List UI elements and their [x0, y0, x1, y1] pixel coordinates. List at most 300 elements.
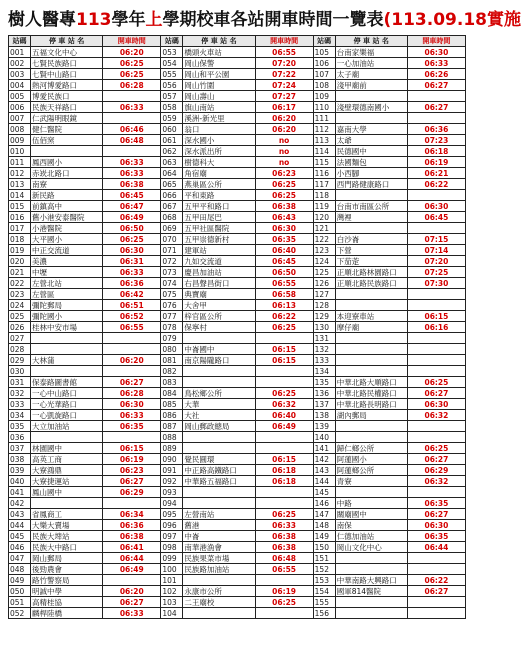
- departure-time: 06:15: [407, 311, 465, 322]
- stop-name: 中華路五福路口: [183, 476, 255, 487]
- departure-time: [407, 553, 465, 564]
- stop-code: 114: [313, 146, 335, 157]
- stop-name: 建軍站: [183, 245, 255, 256]
- departure-time: 07:20: [407, 256, 465, 267]
- departure-time: 06:20: [103, 47, 161, 58]
- departure-time: [407, 223, 465, 234]
- departure-time: 06:21: [407, 168, 465, 179]
- stop-code: 075: [161, 289, 183, 300]
- stop-name: [183, 608, 255, 619]
- stop-name: 下營: [335, 245, 407, 256]
- departure-time: 06:27: [103, 597, 161, 608]
- table-row: [9, 487, 466, 498]
- departure-time: 06:35: [407, 498, 465, 509]
- stop-name: 彌陀國小: [31, 311, 103, 322]
- stop-name: 阿蓮鄉公所: [335, 465, 407, 476]
- stop-code: 052: [9, 608, 31, 619]
- stop-code: 055: [161, 69, 183, 80]
- departure-time: [407, 487, 465, 498]
- stop-code: 086: [161, 410, 183, 421]
- table-row: [9, 366, 466, 377]
- stop-name: 南華港漁會: [183, 542, 255, 553]
- stop-code: 116: [313, 168, 335, 179]
- departure-time: 06:32: [255, 399, 313, 410]
- departure-time: [255, 487, 313, 498]
- stop-name: 舊港: [183, 520, 255, 531]
- stop-code: 039: [9, 465, 31, 476]
- title-effective-date: (113.09.18實施: [383, 10, 521, 30]
- departure-time: 06:35: [103, 421, 161, 432]
- table-row: [9, 443, 466, 454]
- table-row: [9, 410, 466, 421]
- departure-time: 06:48: [103, 135, 161, 146]
- stop-name: [335, 366, 407, 377]
- departure-time: 06:20: [255, 124, 313, 135]
- stop-code: 120: [313, 212, 335, 223]
- stop-name: 大立加油站: [31, 421, 103, 432]
- stop-name: [183, 498, 255, 509]
- departure-time: 06:25: [255, 190, 313, 201]
- table-row: [9, 454, 466, 465]
- stop-code: 082: [161, 366, 183, 377]
- stop-code: 143: [313, 465, 335, 476]
- departure-time: [407, 421, 465, 432]
- departure-time: 06:45: [407, 212, 465, 223]
- stop-name: 一心加油站: [335, 58, 407, 69]
- stop-code: 142: [313, 454, 335, 465]
- stop-name: 大寮鴻鼎: [31, 465, 103, 476]
- table-row: [9, 223, 466, 234]
- departure-time: 06:44: [103, 553, 161, 564]
- table-row: [9, 179, 466, 190]
- stop-code: 007: [9, 113, 31, 124]
- stop-code: 041: [9, 487, 31, 498]
- stop-code: 106: [313, 58, 335, 69]
- departure-time: [407, 597, 465, 608]
- stop-code: 117: [313, 179, 335, 190]
- departure-time: [103, 344, 161, 355]
- stop-name: 本迎寮車站: [335, 311, 407, 322]
- stop-name: 台南市南區公所: [335, 201, 407, 212]
- table-row: [9, 91, 466, 102]
- departure-time: [407, 432, 465, 443]
- departure-time: 06:30: [255, 223, 313, 234]
- stop-name: 岡山文化中心: [335, 542, 407, 553]
- table-row: [9, 542, 466, 553]
- stop-name: 保寧村: [183, 322, 255, 333]
- departure-time: 06:25: [255, 388, 313, 399]
- stop-code: 139: [313, 421, 335, 432]
- stop-code: 014: [9, 190, 31, 201]
- departure-time: 06:33: [255, 520, 313, 531]
- table-row: [9, 124, 466, 135]
- stop-name: 翁口: [183, 124, 255, 135]
- stop-code: 048: [9, 564, 31, 575]
- stop-code: 003: [9, 69, 31, 80]
- stop-name: 民族天祥路口: [31, 102, 103, 113]
- stop-code: 112: [313, 124, 335, 135]
- departure-time: 06:33: [103, 410, 161, 421]
- stop-code: 025: [9, 311, 31, 322]
- stop-name: 中華南路大興路口: [335, 575, 407, 586]
- departure-time: [255, 575, 313, 586]
- stop-name: 梓官區公所: [183, 311, 255, 322]
- stop-code: 057: [161, 91, 183, 102]
- departure-time: 06:33: [103, 157, 161, 168]
- departure-time: 06:47: [103, 201, 161, 212]
- table-row: [9, 333, 466, 344]
- stop-code: 043: [9, 509, 31, 520]
- table-row: [9, 113, 466, 124]
- departure-time: 06:29: [407, 465, 465, 476]
- stop-code: 118: [313, 190, 335, 201]
- stop-name: 岡山和平公園: [183, 69, 255, 80]
- departure-time: 07:20: [255, 58, 313, 69]
- departure-time: 06:22: [255, 311, 313, 322]
- stop-name: 岡山郵局: [31, 553, 103, 564]
- stop-code: 156: [313, 608, 335, 619]
- departure-time: 06:27: [407, 102, 465, 113]
- stop-code: 021: [9, 267, 31, 278]
- stop-code: 105: [313, 47, 335, 58]
- departure-time: [103, 575, 161, 586]
- departure-time: 06:25: [407, 443, 465, 454]
- stop-name: [335, 553, 407, 564]
- stop-name: 鳳西國小: [31, 157, 103, 168]
- stop-name: 大林蒲: [31, 355, 103, 366]
- departure-time: 06:30: [103, 399, 161, 410]
- departure-time: 06:25: [255, 597, 313, 608]
- stop-code: 089: [161, 443, 183, 454]
- stop-name: 五福文化中心: [31, 47, 103, 58]
- stop-name: [335, 91, 407, 102]
- table-row: [9, 432, 466, 443]
- stop-code: 070: [161, 234, 183, 245]
- stop-code: 124: [313, 256, 335, 267]
- departure-time: 06:30: [407, 520, 465, 531]
- stop-code: 009: [9, 135, 31, 146]
- stop-name: [335, 597, 407, 608]
- title-description: 學期校車各站開車時間一覽表: [162, 10, 384, 30]
- stop-code: 125: [313, 267, 335, 278]
- departure-time: 06:38: [103, 179, 161, 190]
- departure-time: [407, 608, 465, 619]
- stop-code: 027: [9, 333, 31, 344]
- stop-code: 107: [313, 69, 335, 80]
- departure-time: 06:43: [255, 212, 313, 223]
- header-code-3: 站碼: [313, 36, 335, 47]
- stop-code: 130: [313, 322, 335, 333]
- departure-time: 06:48: [255, 553, 313, 564]
- table-row: [9, 476, 466, 487]
- stop-name: 淺壁環德南國小: [335, 102, 407, 113]
- stop-code: 101: [161, 575, 183, 586]
- stop-code: 016: [9, 212, 31, 223]
- stop-name: 左營北站: [31, 278, 103, 289]
- stop-name: 大社: [183, 410, 255, 421]
- departure-time: 06:38: [255, 201, 313, 212]
- departure-time: 06:15: [103, 443, 161, 454]
- stop-code: 077: [161, 311, 183, 322]
- departure-time: [103, 91, 161, 102]
- stop-name: 南寮: [31, 179, 103, 190]
- stop-name: 中華北路大順路口: [335, 377, 407, 388]
- departure-time: 06:25: [103, 69, 161, 80]
- stop-code: 037: [9, 443, 31, 454]
- stop-code: 020: [9, 256, 31, 267]
- stop-code: 045: [9, 531, 31, 542]
- departure-time: 07:30: [407, 278, 465, 289]
- header-name-1: 停 車 站 名: [31, 36, 103, 47]
- table-row: [9, 465, 466, 476]
- stop-name: 熱河博愛路口: [31, 80, 103, 91]
- stop-name: 明誠中學: [31, 586, 103, 597]
- table-row: [9, 531, 466, 542]
- stop-name: 大寮捷運站: [31, 476, 103, 487]
- departure-time: [255, 333, 313, 344]
- stop-name: 民族路加油站: [183, 564, 255, 575]
- departure-time: 06:26: [407, 69, 465, 80]
- stop-code: 129: [313, 311, 335, 322]
- stop-code: 066: [161, 190, 183, 201]
- stop-code: 076: [161, 300, 183, 311]
- table-row: [9, 201, 466, 212]
- stop-code: 152: [313, 564, 335, 575]
- stop-name: 旗山南站: [183, 102, 255, 113]
- departure-time: 07:25: [407, 267, 465, 278]
- departure-time: 06:42: [103, 289, 161, 300]
- stop-name: [183, 377, 255, 388]
- stop-name: 岡山竹圍: [183, 80, 255, 91]
- stop-name: 西門路健康路口: [335, 179, 407, 190]
- stop-name: 燕巢區公所: [183, 179, 255, 190]
- departure-time: 06:36: [103, 520, 161, 531]
- stop-code: 032: [9, 388, 31, 399]
- departure-time: 06:30: [407, 399, 465, 410]
- departure-time: 06:27: [407, 586, 465, 597]
- departure-time: [103, 146, 161, 157]
- stop-code: 102: [161, 586, 183, 597]
- stop-code: 005: [9, 91, 31, 102]
- stop-name: 五甲平和路口: [183, 201, 255, 212]
- stop-code: 058: [161, 102, 183, 113]
- stop-name: 正順北路林園路口: [335, 267, 407, 278]
- departure-time: [255, 443, 313, 454]
- stop-name: 仁德加油站: [335, 531, 407, 542]
- stop-name: 中正路高鐵路口: [183, 465, 255, 476]
- table-row: [9, 553, 466, 564]
- stop-code: 012: [9, 168, 31, 179]
- stop-name: 中路: [335, 498, 407, 509]
- stop-code: 084: [161, 388, 183, 399]
- stop-name: 嘉南大學: [335, 124, 407, 135]
- stop-code: 153: [313, 575, 335, 586]
- stop-code: 069: [161, 223, 183, 234]
- stop-code: 123: [313, 245, 335, 256]
- page-title: [8, 5, 521, 35]
- table-row: [9, 509, 466, 520]
- stop-code: 024: [9, 300, 31, 311]
- stop-code: 080: [161, 344, 183, 355]
- table-row: [9, 102, 466, 113]
- stop-name: 永康市公所: [183, 586, 255, 597]
- departure-time: 06:32: [407, 476, 465, 487]
- stop-name: 歸仁鄉公所: [335, 443, 407, 454]
- departure-time: 06:41: [103, 542, 161, 553]
- table-row: [9, 234, 466, 245]
- stop-code: 042: [9, 498, 31, 509]
- stop-name: 正順北路民族路口: [335, 278, 407, 289]
- table-row: [9, 399, 466, 410]
- stop-code: 127: [313, 289, 335, 300]
- stop-code: 036: [9, 432, 31, 443]
- stop-code: 113: [313, 135, 335, 146]
- stop-code: 122: [313, 234, 335, 245]
- stop-name: 法國麵包: [335, 157, 407, 168]
- stop-name: 典寶廟: [183, 289, 255, 300]
- stop-name: 五甲田尾巴: [183, 212, 255, 223]
- stop-name: 五甲崇德新村: [183, 234, 255, 245]
- departure-time: 06:52: [103, 311, 161, 322]
- stop-code: 095: [161, 509, 183, 520]
- table-row: [9, 190, 466, 201]
- departure-time: 06:23: [255, 168, 313, 179]
- stop-name: [31, 498, 103, 509]
- departure-time: [407, 91, 465, 102]
- stop-code: 060: [161, 124, 183, 135]
- stop-code: 056: [161, 80, 183, 91]
- departure-time: [407, 333, 465, 344]
- stop-code: 085: [161, 399, 183, 410]
- stop-name: [31, 432, 103, 443]
- departure-time: 06:34: [103, 509, 161, 520]
- stop-code: 013: [9, 179, 31, 190]
- stop-code: 133: [313, 355, 335, 366]
- stop-code: 053: [161, 47, 183, 58]
- departure-time: 06:45: [103, 190, 161, 201]
- departure-time: [407, 564, 465, 575]
- stop-name: [335, 421, 407, 432]
- departure-time: 06:19: [255, 586, 313, 597]
- table-row: [9, 212, 466, 223]
- stop-code: 038: [9, 454, 31, 465]
- stop-name: 左營區: [31, 289, 103, 300]
- stop-name: [335, 300, 407, 311]
- stop-code: 090: [161, 454, 183, 465]
- stop-name: 覺民圓環: [183, 454, 255, 465]
- header-row: [9, 36, 466, 47]
- header-name-3: 停 車 站 名: [335, 36, 407, 47]
- stop-code: 108: [313, 80, 335, 91]
- stop-name: 大華: [183, 399, 255, 410]
- stop-code: 088: [161, 432, 183, 443]
- stop-code: 049: [9, 575, 31, 586]
- table-row: [9, 146, 466, 157]
- departure-time: 06:25: [255, 179, 313, 190]
- departure-time: 06:27: [407, 509, 465, 520]
- stop-name: [183, 443, 255, 454]
- departure-time: 06:38: [255, 531, 313, 542]
- stop-name: 平和東路: [183, 190, 255, 201]
- departure-time: 06:16: [407, 322, 465, 333]
- stop-name: [335, 289, 407, 300]
- departure-time: 06:32: [407, 410, 465, 421]
- departure-time: 06:28: [103, 80, 161, 91]
- stop-code: 081: [161, 355, 183, 366]
- title-academic-year: 學年: [111, 10, 146, 30]
- stop-code: 091: [161, 465, 183, 476]
- departure-time: [255, 377, 313, 388]
- stop-code: 136: [313, 388, 335, 399]
- stop-name: 伍佰窯: [31, 135, 103, 146]
- stop-name: [183, 333, 255, 344]
- stop-code: 033: [9, 399, 31, 410]
- stop-code: 109: [313, 91, 335, 102]
- stop-name: 中華北路民權路口: [335, 388, 407, 399]
- stop-code: 063: [161, 157, 183, 168]
- departure-time: 06:44: [407, 542, 465, 553]
- stop-code: 040: [9, 476, 31, 487]
- departure-time: 06:25: [103, 58, 161, 69]
- table-row: [9, 344, 466, 355]
- stop-name: [183, 487, 255, 498]
- stop-code: 132: [313, 344, 335, 355]
- table-row: [9, 355, 466, 366]
- departure-time: [255, 432, 313, 443]
- stop-code: 031: [9, 377, 31, 388]
- departure-time: 06:55: [255, 564, 313, 575]
- stop-code: 047: [9, 553, 31, 564]
- stop-name: 南京陽隴路口: [183, 355, 255, 366]
- stop-code: 073: [161, 267, 183, 278]
- stop-code: 121: [313, 223, 335, 234]
- stop-name: 太爺: [335, 135, 407, 146]
- stop-name: 民族果菜市場: [183, 553, 255, 564]
- departure-time: 06:13: [255, 300, 313, 311]
- table-row: [9, 289, 466, 300]
- stop-code: 150: [313, 542, 335, 553]
- stop-code: 022: [9, 278, 31, 289]
- departure-time: 06:30: [103, 245, 161, 256]
- departure-time: 06:27: [407, 388, 465, 399]
- departure-time: 06:27: [407, 80, 465, 91]
- departure-time: 06:15: [255, 454, 313, 465]
- header-code-1: 站碼: [9, 36, 31, 47]
- stop-name: 仁武陽明眼鏡: [31, 113, 103, 124]
- stop-name: [335, 564, 407, 575]
- stop-code: 145: [313, 487, 335, 498]
- departure-time: 06:25: [103, 234, 161, 245]
- departure-time: 06:30: [407, 47, 465, 58]
- stop-name: 保泰路圖書館: [31, 377, 103, 388]
- stop-name: [31, 146, 103, 157]
- header-time-2: 開車時間: [255, 36, 313, 47]
- stop-code: 029: [9, 355, 31, 366]
- stop-code: 006: [9, 102, 31, 113]
- title-year: 113: [76, 10, 112, 30]
- departure-time: 06:18: [255, 465, 313, 476]
- table-row: [9, 597, 466, 608]
- departure-time: 06:49: [255, 421, 313, 432]
- table-row: [9, 388, 466, 399]
- stop-code: 030: [9, 366, 31, 377]
- departure-time: 06:27: [103, 377, 161, 388]
- departure-time: [255, 608, 313, 619]
- stop-name: 慶昌加油站: [183, 267, 255, 278]
- departure-time: 06:33: [103, 168, 161, 179]
- stop-code: 046: [9, 542, 31, 553]
- stop-name: 鳳山國中: [31, 487, 103, 498]
